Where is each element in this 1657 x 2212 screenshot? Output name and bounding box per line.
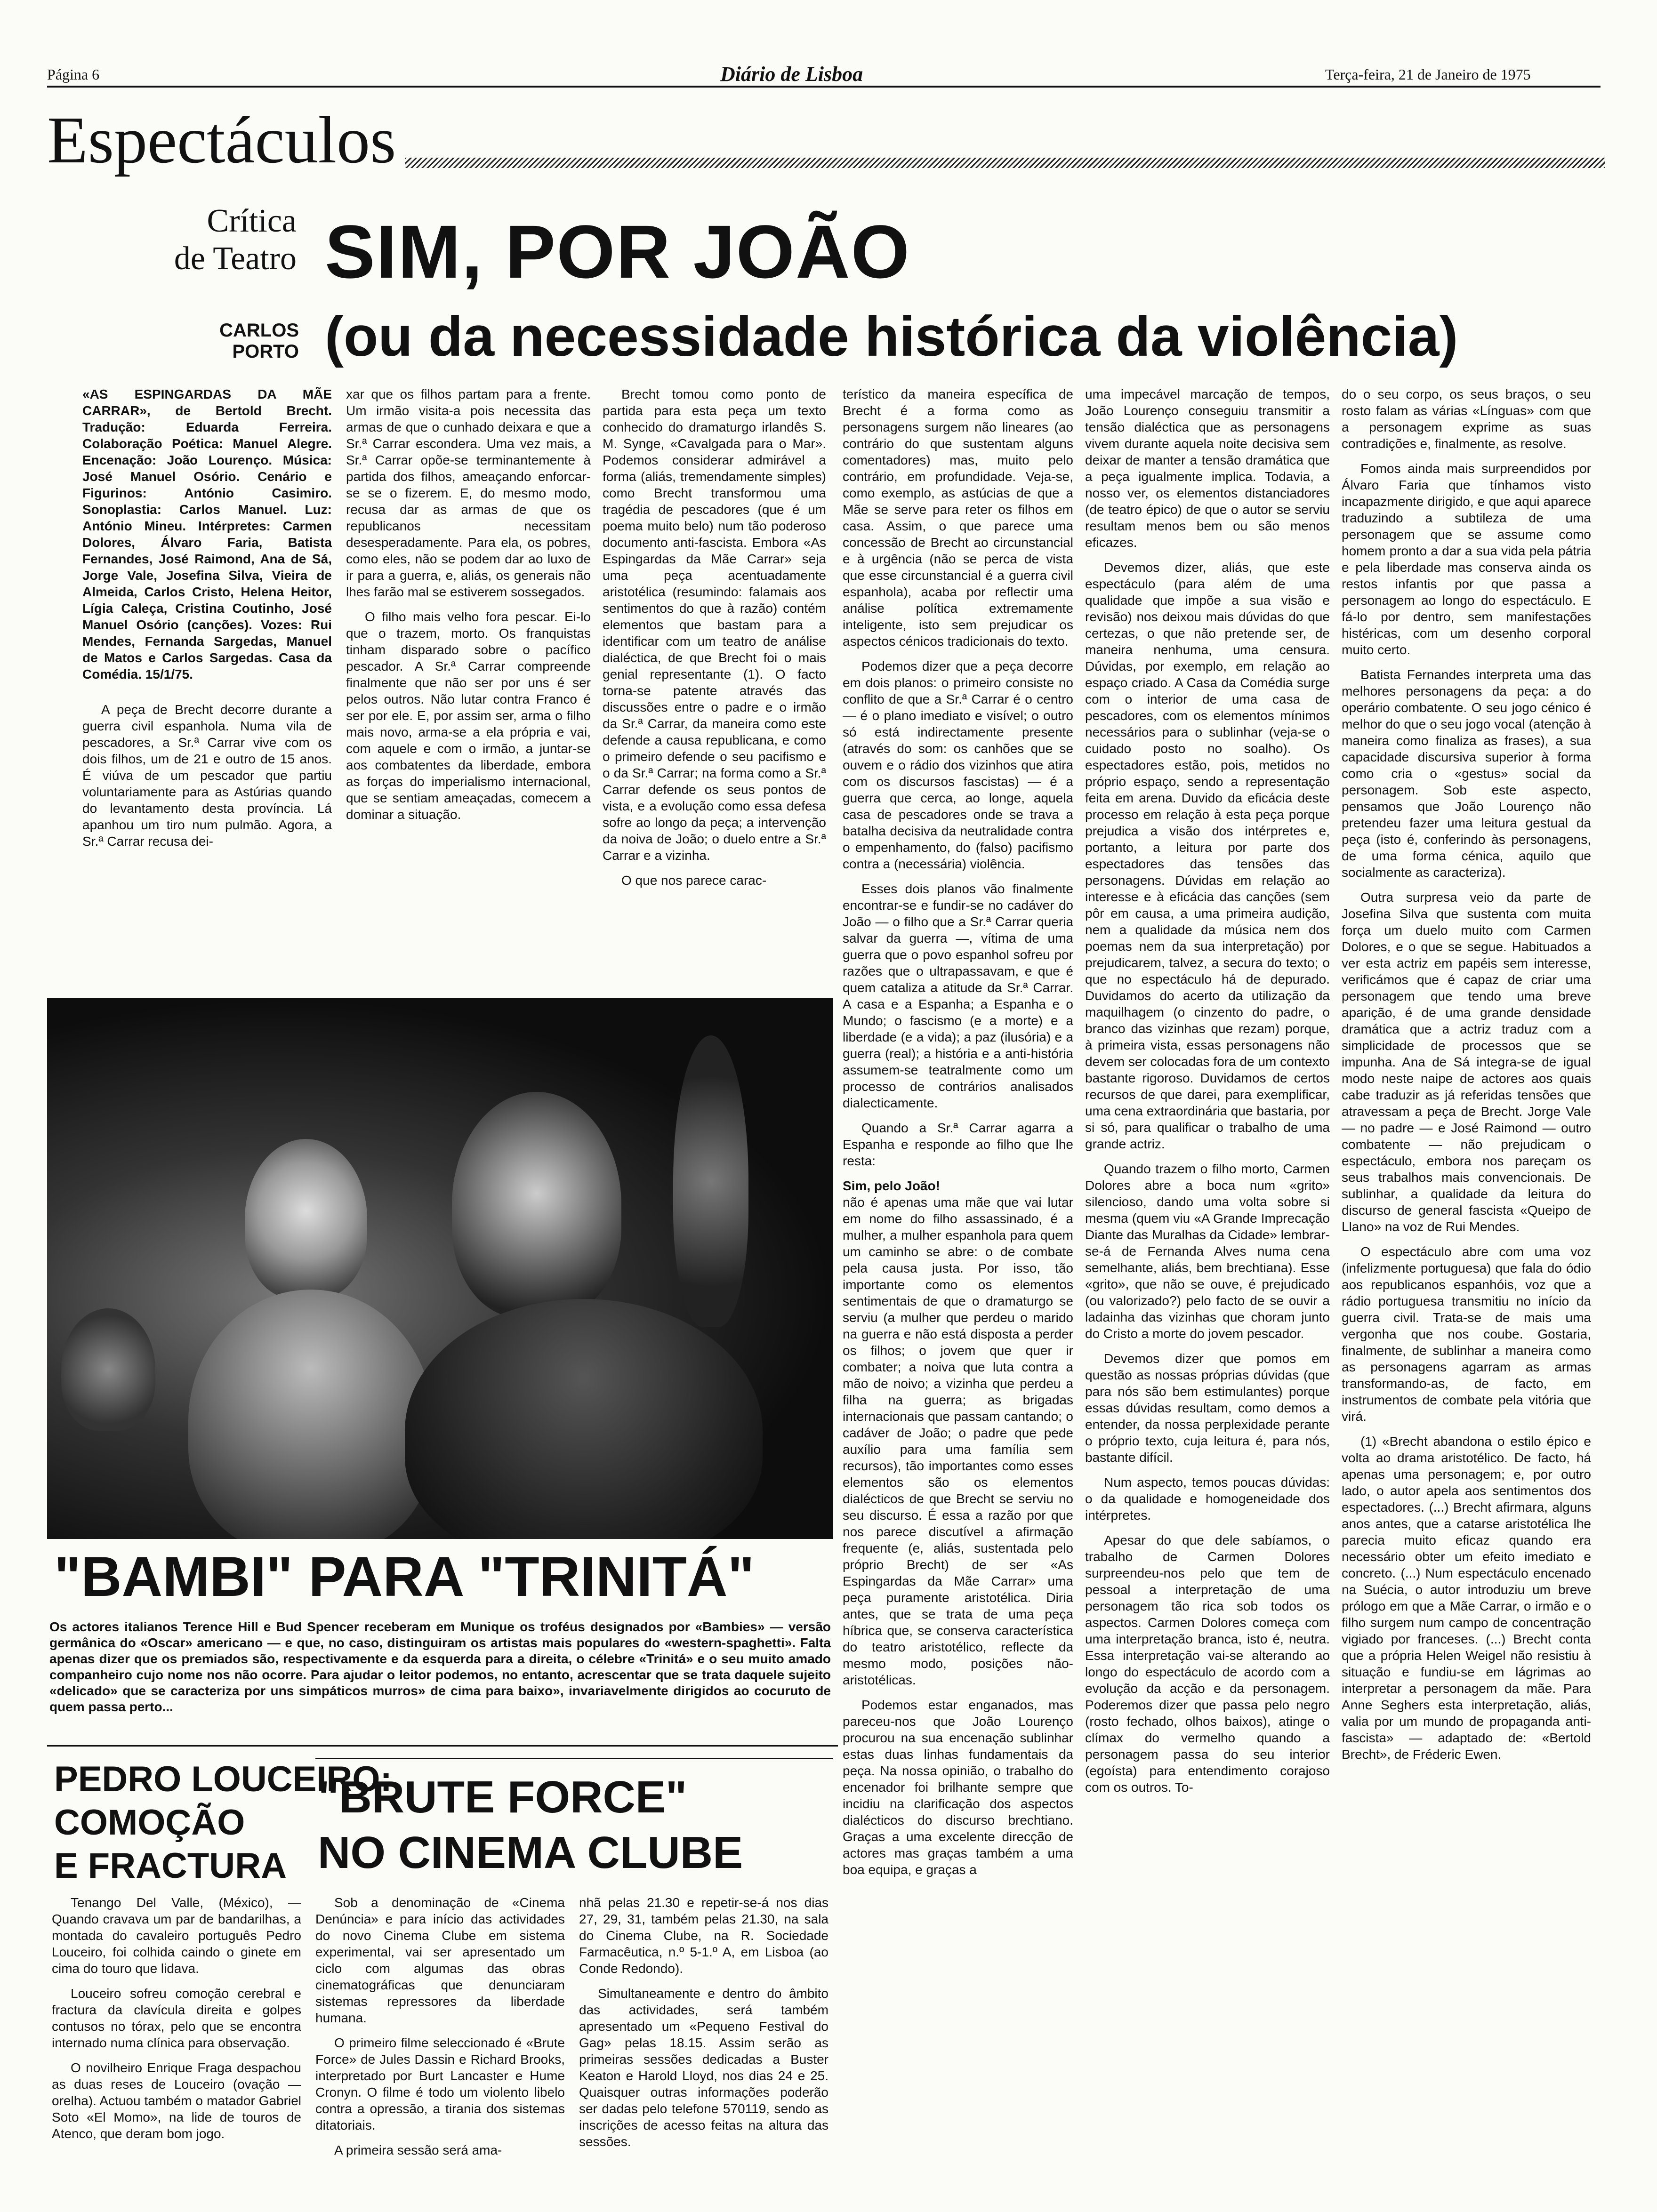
paragraph: O que nos parece carac- xyxy=(621,873,767,888)
louceiro-headline-line-2: COMOÇÃO xyxy=(54,1803,245,1843)
photo-body-left xyxy=(188,1290,433,1539)
paragraph: O espectáculo abre com uma voz (infelizmente portuguesa) que fala do ódio aos republicanos espanhóis, voz que a rádio portuguesa transmitiu no início da guerra civil. Trata-se de mais uma vergonha que nos coube. Gostaria, finalmente, de sublinhar a maneira como as personagens agarram as armas transformando-as, de facto, em instrumentos de combate pela vitória que virá. xyxy=(1342,1244,1591,1424)
brute-headline-line-2: NO CINEMA CLUBE xyxy=(318,1827,743,1878)
section-hatch-bar xyxy=(405,158,1605,168)
review-column-2 xyxy=(346,386,591,984)
paragraph: A peça de Brecht decorre durante a guerra civil espanhola. Numa vila de pescadores, a Sr.ª Carrar vive com os dois filhos, um de 21 e outro de 15 anos. É viúva de um pescador que partiu voluntariamente para as Astúrias quando do levantamento desta província. Lá apanhou um tiro num pulmão. Agora, a Sr.ª Carrar recusa dei- xyxy=(82,702,332,849)
photo-body-right xyxy=(405,1299,763,1539)
paragraph: Fomos ainda mais surpreendidos por Álvaro Faria que tínhamos visto incapazmente dirigido, e que aqui aparece traduzindo a subtileza de uma personagem que se assume como homem pronto a dar a sua vida pela pátria e pela liberdade mas conserva ainda os restos infantis por que passa a personagem ao longo do espectáculo. E fá-lo por dentro, sem manifestações histéricas, com um desenho corporal muito certo. xyxy=(1342,461,1591,657)
review-column-5 xyxy=(1085,386,1330,2188)
paragraph: Simultaneamente e dentro do âmbito das actividades, será também apresentado um «Pequeno Festival do Gag» pelas 18.15. Assim serão as primeiras sessões dedicadas a Buster Keaton e Harold Lloyd, nos dias 24 e 25. Quaisquer outras informações poderão ser dadas pelo telefone 570119, sendo as inscrições de acesso feitas na altura das sessões. xyxy=(579,1986,828,2149)
paragraph: Outra surpresa veio da parte de Josefina Silva que sustenta com muita força um duelo muito com Carmen Dolores, e o que se segue. Habituados a ver esta actriz em papéis sem interesse, verificámos que é capaz de criar uma personagem que tendo uma breve aparição, é de uma grande densidade dramática que a actriz traduz com a simplicidade de processos que se impunha. Ana de Sá integra-se de igual modo neste naipe de actores aos quais cabe traduzir as já referidas tensões que atravessam a peça de Brecht. Jorge Vale — no padre — e José Raimond — outro combatente — não prejudicam o espectáculo, embora nos pareçam os seus trabalhos mais convencionais. De sublinhar, a qualidade da leitura do discurso de general fascista «Queipo de Llano» na voz de Rui Mendes. xyxy=(1342,890,1591,1234)
review-column-3 xyxy=(603,386,826,984)
bambi-caption: Os actores italianos Terence Hill e Bud Spencer receberam em Munique os troféus designados por «Bambies» — versão germânica do «Oscar» americano — e que, no caso, distinguiram os artistas mais populares do «western-spaghetti». Falta apenas dizer que os premiados são, respectivamente e da esquerda para a direita, o célebre «Trinitá» e o seu muito amado companheiro cujo nome nos não ocorre. Para ajudar o leitor podemos, no entanto, acrescentar que se trata daquele sujeito «delicado» que se caracteriza por uns simpáticos murros» de cima para baixo», invariavelmente dirigidos ao cocuruto de quem passa perto... xyxy=(49,1619,831,1714)
paragraph: não é apenas uma mãe que vai lutar em nome do filho assassinado, é a mulher, a mulher espanhola para quem um caminho se abre: o de combate pela causa justa. Por isso, tão importante como os elementos sentimentais de que o dramaturgo se serviu (a mulher que perdeu o marido na guerra e não está disposta a perder os filhos; o jovem que quer ir combater; a noiva que luta contra a mão de noivo; a vizinha que perdeu a filha na guerra; as brigadas internacionais que passam cantando; o cadáver de João; o padre que pede auxílio para uma família sem recursos), tão importantes como esses elementos são os elementos dialécticos de que Brecht se serviu no seu discurso. É essa a razão por que nos parece discutível a afirmação frequente (e, aliás, sustentada pelo próprio Brecht) de ser «As Espingardas da Mãe Carrar» uma peça puramente aristotélica. Diria antes, que se trata de uma peça híbrica que, se conserva característica do teatro aristotélico, reflecte da mesmo modo, posições não-aristotélicas. xyxy=(843,1195,1073,1687)
louceiro-body xyxy=(52,1894,301,2191)
paragraph: Esses dois planos vão finalmente encontrar-se e fundir-se no cadáver do João — o filho que a Sr.ª Carrar queria salvar da guerra —, vítima de uma guerra que o povo espanhol sofreu por razões que o ultrapassavam, e que é quem cataliza a atitude da Sr.ª Carrar. A casa e a Espanha; a Espanha e o Mundo; o fascismo (e a morte) e a liberdade (e a vida); a paz (ilusória) e a guerra (real); a história e a anti-história assumem-se teatralmente como um processo de contrários analisados dialecticamente. xyxy=(843,882,1073,1110)
paragraph: Quando a Sr.ª Carrar agarra a Espanha e responde ao filho que lhe resta: xyxy=(843,1121,1073,1168)
review-subhead: (ou da necessidade histórica da violência) xyxy=(325,305,1458,368)
brute-top-rule xyxy=(315,1758,833,1759)
paragraph: Tenango Del Valle, (México), — Quando cravava um par de bandarilhas, a montada do cavaleiro português Pedro Louceiro, foi colhida caindo o ginete em cima do touro que lidava. xyxy=(52,1895,301,1976)
paragraph: Brecht tomou como ponto de partida para esta peça um texto conhecido do dramaturgo irlandês S. M. Synge, «Cavalgada para o Mar». Podemos considerar admirável a forma (aliás, tremendamente simples) como Brecht transformou uma tragédia de pescadores (que é um poema muito belo) num tão poderoso documento anti-fascista. Embora «As Espingardas da Mãe Carrar» seja uma peça acentuadamente aristotélica (resumindo: falamais aos sentimentos do que à razão) contém elementos que bastam para a identificar com um teatro de análise dialéctica, de que Brecht foi o mais genial representante (1). O facto torna-se patente através das discussões entre o padre e o irmão da Sr.ª Carrar, da maneira como este defende a causa republicana, e como o primeiro defende o seu pacifismo e o da Sr.ª Carrar; na forma como a Sr.ª Carrar defende os seus pontos de vista, e a evolução como essa defesa sofre ao longo da peça; a intervenção da noiva de João; o duelo entre a Sr.ª Carrar e a vizinha. xyxy=(603,387,826,863)
photo-figure-right xyxy=(452,1092,621,1318)
paragraph: Devemos dizer, aliás, que este espectáculo (para além de uma qualidade que impõe a sua visão e revisão) nos deixou mais dúvidas do que certezas, o que não pretende ser, de maneira nenhuma, uma censura. Dúvidas, por exemplo, em relação ao espaço criado. A Casa da Comédia surge com o interior de uma casa de pescadores, com os elementos mínimos necessários para o sublinhar (veja-se o cuidado posto no soalho). Os espectadores estão, pois, metidos no próprio espaço, sendo a representação feita em arena. Duvido da eficácia deste processo em relação à esta peça porque prejudica a visão dos intérpretes e, portanto, a leitura por parte dos espectadores das tensões das personagens. Dúvidas em relação ao interesse e à eficácia das canções (sem pôr em causa, a uma primeira audição, nem a qualidade da música nem dos poemas nem da sua interpretação) por prejudicarem, talvez, a secura do texto; o que no espectáculo há de depurado. Duvidamos do acerto da utilização da maquilhagem (o cinzento do padre, o branco das vizinhas que rezam) porque, à primeira vista, essas personagens não devem ser colocadas fora de um contexto bastante rigoroso. Duvidamos de certos recursos de que darei, para exemplificar, uma cena extraordinária que bastaria, por si só, para qualificar o trabalho de uma grande actriz. xyxy=(1085,560,1330,1151)
emphasis-quote: Sim, pelo João! xyxy=(843,1178,940,1193)
section-title: Espectáculos xyxy=(47,103,396,177)
actors-photo xyxy=(47,998,833,1539)
paragraph: do o seu corpo, os seus braços, o seu rosto falam as várias «Línguas» com que a personagem exprime as suas contradições e, finalmente, as resolve. xyxy=(1342,387,1591,451)
page-number: Página 6 xyxy=(47,66,100,83)
kicker-line-2: de Teatro xyxy=(174,240,297,277)
story-divider xyxy=(47,1745,838,1747)
louceiro-headline-line-3: E FRACTURA xyxy=(54,1846,287,1886)
photo-trophy-left xyxy=(61,1308,155,1431)
review-headline: SIM, POR JOÃO xyxy=(325,209,910,294)
paragraph: Apesar do que dele sabíamos, o trabalho de Carmen Dolores surpreendeu-nos pelo que tem de pessoal a interpretação de uma personagem tão rica sob todos os aspectos. Carmen Dolores começa com uma interpretação branca, isto é, neutra. Essa interpretação vai-se alterando ao longo do espectáculo de acordo com a evolução da acção e da personagem. Poderemos dizer que passa pelo negro (rosto fechado, olhos baixos), atinge o clímax do vermelho quando a personagem passa do seu interior (egoísta) para entendimento corajoso com os outros. To- xyxy=(1085,1533,1330,1795)
footnote: (1) «Brecht abandona o estilo épico e volta ao drama aristotélico. De facto, há apenas uma personagem; e, por outro lado, o autor apela aos sentimentos dos espectadores. (...) Brecht afirmara, alguns anos antes, que a catarse aristotélica lhe parecia muito eficaz quando era necessário obter um efeito imediato e concreto. (...) Num espectáculo encenado na Suécia, o autor introduziu um breve prólogo em que a Mãe Carrar, o irmão e o filho surgem num campo de concentração vigiado por franceses. (...) Brecht conta que a própria Helen Weigel não resistiu à situação e fundiu-se em lágrimas ao interpretar a personagem da mãe. Para Anne Seghers esta interpretação, aliás, valia por um mundo de propaganda anti-fascista» — adaptado de: «Bertold Brecht», de Fréderic Ewen. xyxy=(1342,1434,1591,1762)
paragraph: Podemos estar enganados, mas pareceu-nos que João Lourenço procurou na sua encenação sublinhar estas duas linhas fundamentais da peça. Na nossa opinião, o trabalho do encenador foi brilhante sempre que incidiu na clarificação dos aspectos dialécticos do discurso brechtiano. Graças a uma excelente direcção de actores mas graças também a uma boa equipa, e graças a xyxy=(843,1698,1073,1877)
bambi-headline: "BAMBI" PARA "TRINITÁ" xyxy=(54,1545,755,1608)
paragraph: A primeira sessão será ama- xyxy=(334,2143,502,2157)
paragraph: Num aspecto, temos poucas dúvidas: o da qualidade e homogeneidade dos intérpretes. xyxy=(1085,1475,1330,1523)
paragraph: terístico da maneira específica de Brecht é a forma como as personagens surgem não lineares (ao contrário do que sustentam alguns comentadores) mas, muito pelo contrário, em profundidade. Veja-se, como exemplo, as astúcias de que a Mãe se serve para reter os filhos em casa. Assim, o que parece uma concessão de Brecht ao circunstancial e à urgência (não se perca de vista que esse circunstancial é a guerra civil espanhola), acaba por reflectir uma análise política extremamente inteligente, isto sem prejudicar os aspectos cénicos tradicionais do texto. xyxy=(843,387,1073,649)
brute-headline xyxy=(318,1770,743,1881)
photo-trophy-right xyxy=(673,1035,748,1327)
paragraph: O filho mais velho fora pescar. Ei-lo que o trazem, morto. Os franquistas tinham disparado sobre o pacífico pescador. A Sr.ª Carrar compreende finalmente que não ser por uns é ser pelos outros. Não lutar contra Franco é ser por ele. E, por assim ser, arma o filho mais novo, arma-se a ela própria e vai, com aquele e com o irmão, a juntar-se aos combatentes da liberdade, embora as forças do imperialismo internacional, que se sentiam ameaçadas, comecem a dominar a situação. xyxy=(346,609,591,822)
brute-column-2 xyxy=(579,1894,828,2191)
paragraph: Sob a denominação de «Cinema Denúncia» e para início das actividades do novo Cinema Clube em sistema experimental, vai ser apresentado um ciclo com algumas das obras cinematográficas que denunciaram sistemas repressores da liberdade humana. xyxy=(315,1895,565,2025)
review-column-1 xyxy=(82,386,332,984)
issue-date: Terça-feira, 21 de Janeiro de 1975 xyxy=(1325,66,1531,83)
paragraph: uma impecável marcação de tempos, João Lourenço conseguiu transmitir a tensão dialéctica que as personagens vivem durante aquela noite decisiva sem deixar de manter a tensão dramática que a peça igualmente implica. Todavia, a nosso ver, os elementos distanciadores (de teatro épico) de que o autor se serviu resultam menos bem ou são menos eficazes. xyxy=(1085,387,1330,550)
kicker-line-1: Crítica xyxy=(207,203,297,239)
paragraph: nhã pelas 21.30 e repetir-se-á nos dias 27, 29, 31, também pelas 21.30, na sala do Cinema Clube, na R. Sociedade Farmacêutica, n.º 5-1.º A, em Lisboa (ao Conde Redondo). xyxy=(579,1895,828,1976)
paragraph: Batista Fernandes interpreta uma das melhores personagens da peça: a do operário combatente. O seu jogo cénico é melhor do que o seu jogo vocal (atenção à maneira como finaliza as frases), a sua capacidade discursiva superior à forma como cria o «gestus» social da personagem. Sob este aspecto, pensamos que João Lourenço não pretendeu fazer uma leitura gestual da peça (isto é, conferindo às personagens, de uma forma cénica, aquilo que socialmente as caracteriza). xyxy=(1342,667,1591,880)
paragraph: xar que os filhos partam para a frente. Um irmão visita-a pois necessita das armas de que o cunhado deixara e que a Sr.ª Carrar escondera. Uma vez mais, a Sr.ª Carrar opõe-se terminantemente à partida dos filhos, ameaçando enforcar-se se o fizerem. E, do mesmo modo, recusa dar as armas de que os republicanos necessitam desesperadamente. Para ela, os pobres, como eles, não se podem dar ao luxo de ir para a guerra, e, aliás, os generais não lhes farão mal se estiverem sossegados. xyxy=(346,387,591,599)
photo-figure-left xyxy=(245,1139,367,1299)
paragraph: Podemos dizer que a peça decorre em dois planos: o primeiro consiste no conflito de que a Sr.ª Carrar é o centro — é o plano imediato e visível; o outro só está indirectamente presente (através do som: os canhões que se ouvem e o rádio dos vizinhos que atira com os discursos fascistas) — é a guerra que cerca, ao longe, aquela casa de pescadores onde se trava a batalha decisiva da neutralidade contra o empenhamento, do (falso) pacifismo contra a (necessária) violência. xyxy=(843,659,1073,871)
paragraph: Quando trazem o filho morto, Carmen Dolores abre a boca num «grito» silencioso, dando uma volta sobre si mesma (quem viu «A Grande Imprecação Diante das Muralhas da Cidade» lembrar-se-á de Fernanda Alves numa cena semelhante, aliás, bem brechtiana). Esse «grito», que não se ouve, é prejudicado (ou valorizado?) pelo facto de se ouvir a ladainha das vizinhas que choram junto do Cristo a morte do jovem pescador. xyxy=(1085,1162,1330,1341)
review-kicker xyxy=(169,202,297,278)
review-column-4 xyxy=(843,386,1073,2188)
brute-column-1 xyxy=(315,1894,565,2191)
paragraph: Devemos dizer que pomos em questão as nossas próprias dúvidas (que para nós são bem estimulantes) porque essas dúvidas resultam, como demos a entender, da nossa perplexidade perante o próprio texto, cuja leitura é, para nós, bastante difícil. xyxy=(1085,1351,1330,1465)
review-column-6 xyxy=(1342,386,1591,2188)
masthead-rule xyxy=(47,86,1601,88)
newspaper-name: Diário de Lisboa xyxy=(720,63,863,86)
production-credits: «AS ESPINGARDAS DA MÃE CARRAR», de Bertold Brecht. Tradução: Eduarda Ferreira. Colaboração Poética: Manuel Alegre. Encenação: João Lourenço. Música: José Manuel Osório. Cenário e Figurinos: António Casimiro. Sonoplastia: Carlos Manuel. Luz: António Mineu. Intérpretes: Carmen Dolores, Álvaro Faria, Batista Fernandes, José Raimond, Ana de Sá, Jorge Vale, Josefina Silva, Vieira de Almeida, Carlos Cristo, Helena Heitor, Lígia Caleça, Cristina Coutinho, José Manuel Osório (canções). Vozes: Rui Mendes, Fernanda Sargedas, Manuel de Matos e Carlos Sargedas. Casa da Comédia. 15/1/75. xyxy=(82,387,332,681)
louceiro-headline-line-1: PEDRO LOUCEIRO: xyxy=(54,1759,392,1799)
brute-headline-line-1: "BRUTE FORCE" xyxy=(318,1772,687,1822)
paragraph: O primeiro filme seleccionado é «Brute Force» de Jules Dassin e Richard Brooks, interpretado por Burt Lancaster e Hume Cronyn. O filme é todo um violento libelo contra a opressão, a tirania dos sistemas ditatoriais. xyxy=(315,2036,565,2132)
review-author: CARLOS PORTO xyxy=(219,320,299,362)
paragraph: O novilheiro Enrique Fraga despachou as duas reses de Louceiro (ovação — orelha). Actuou também o matador Gabriel Soto «El Momo», na lide de touros de Atenco, que deram bom jogo. xyxy=(52,2060,301,2141)
paragraph: Louceiro sofreu comoção cerebral e fractura da clavícula direita e golpes contusos no tórax, pelo que se encontra internado numa clínica para observação. xyxy=(52,1986,301,2050)
